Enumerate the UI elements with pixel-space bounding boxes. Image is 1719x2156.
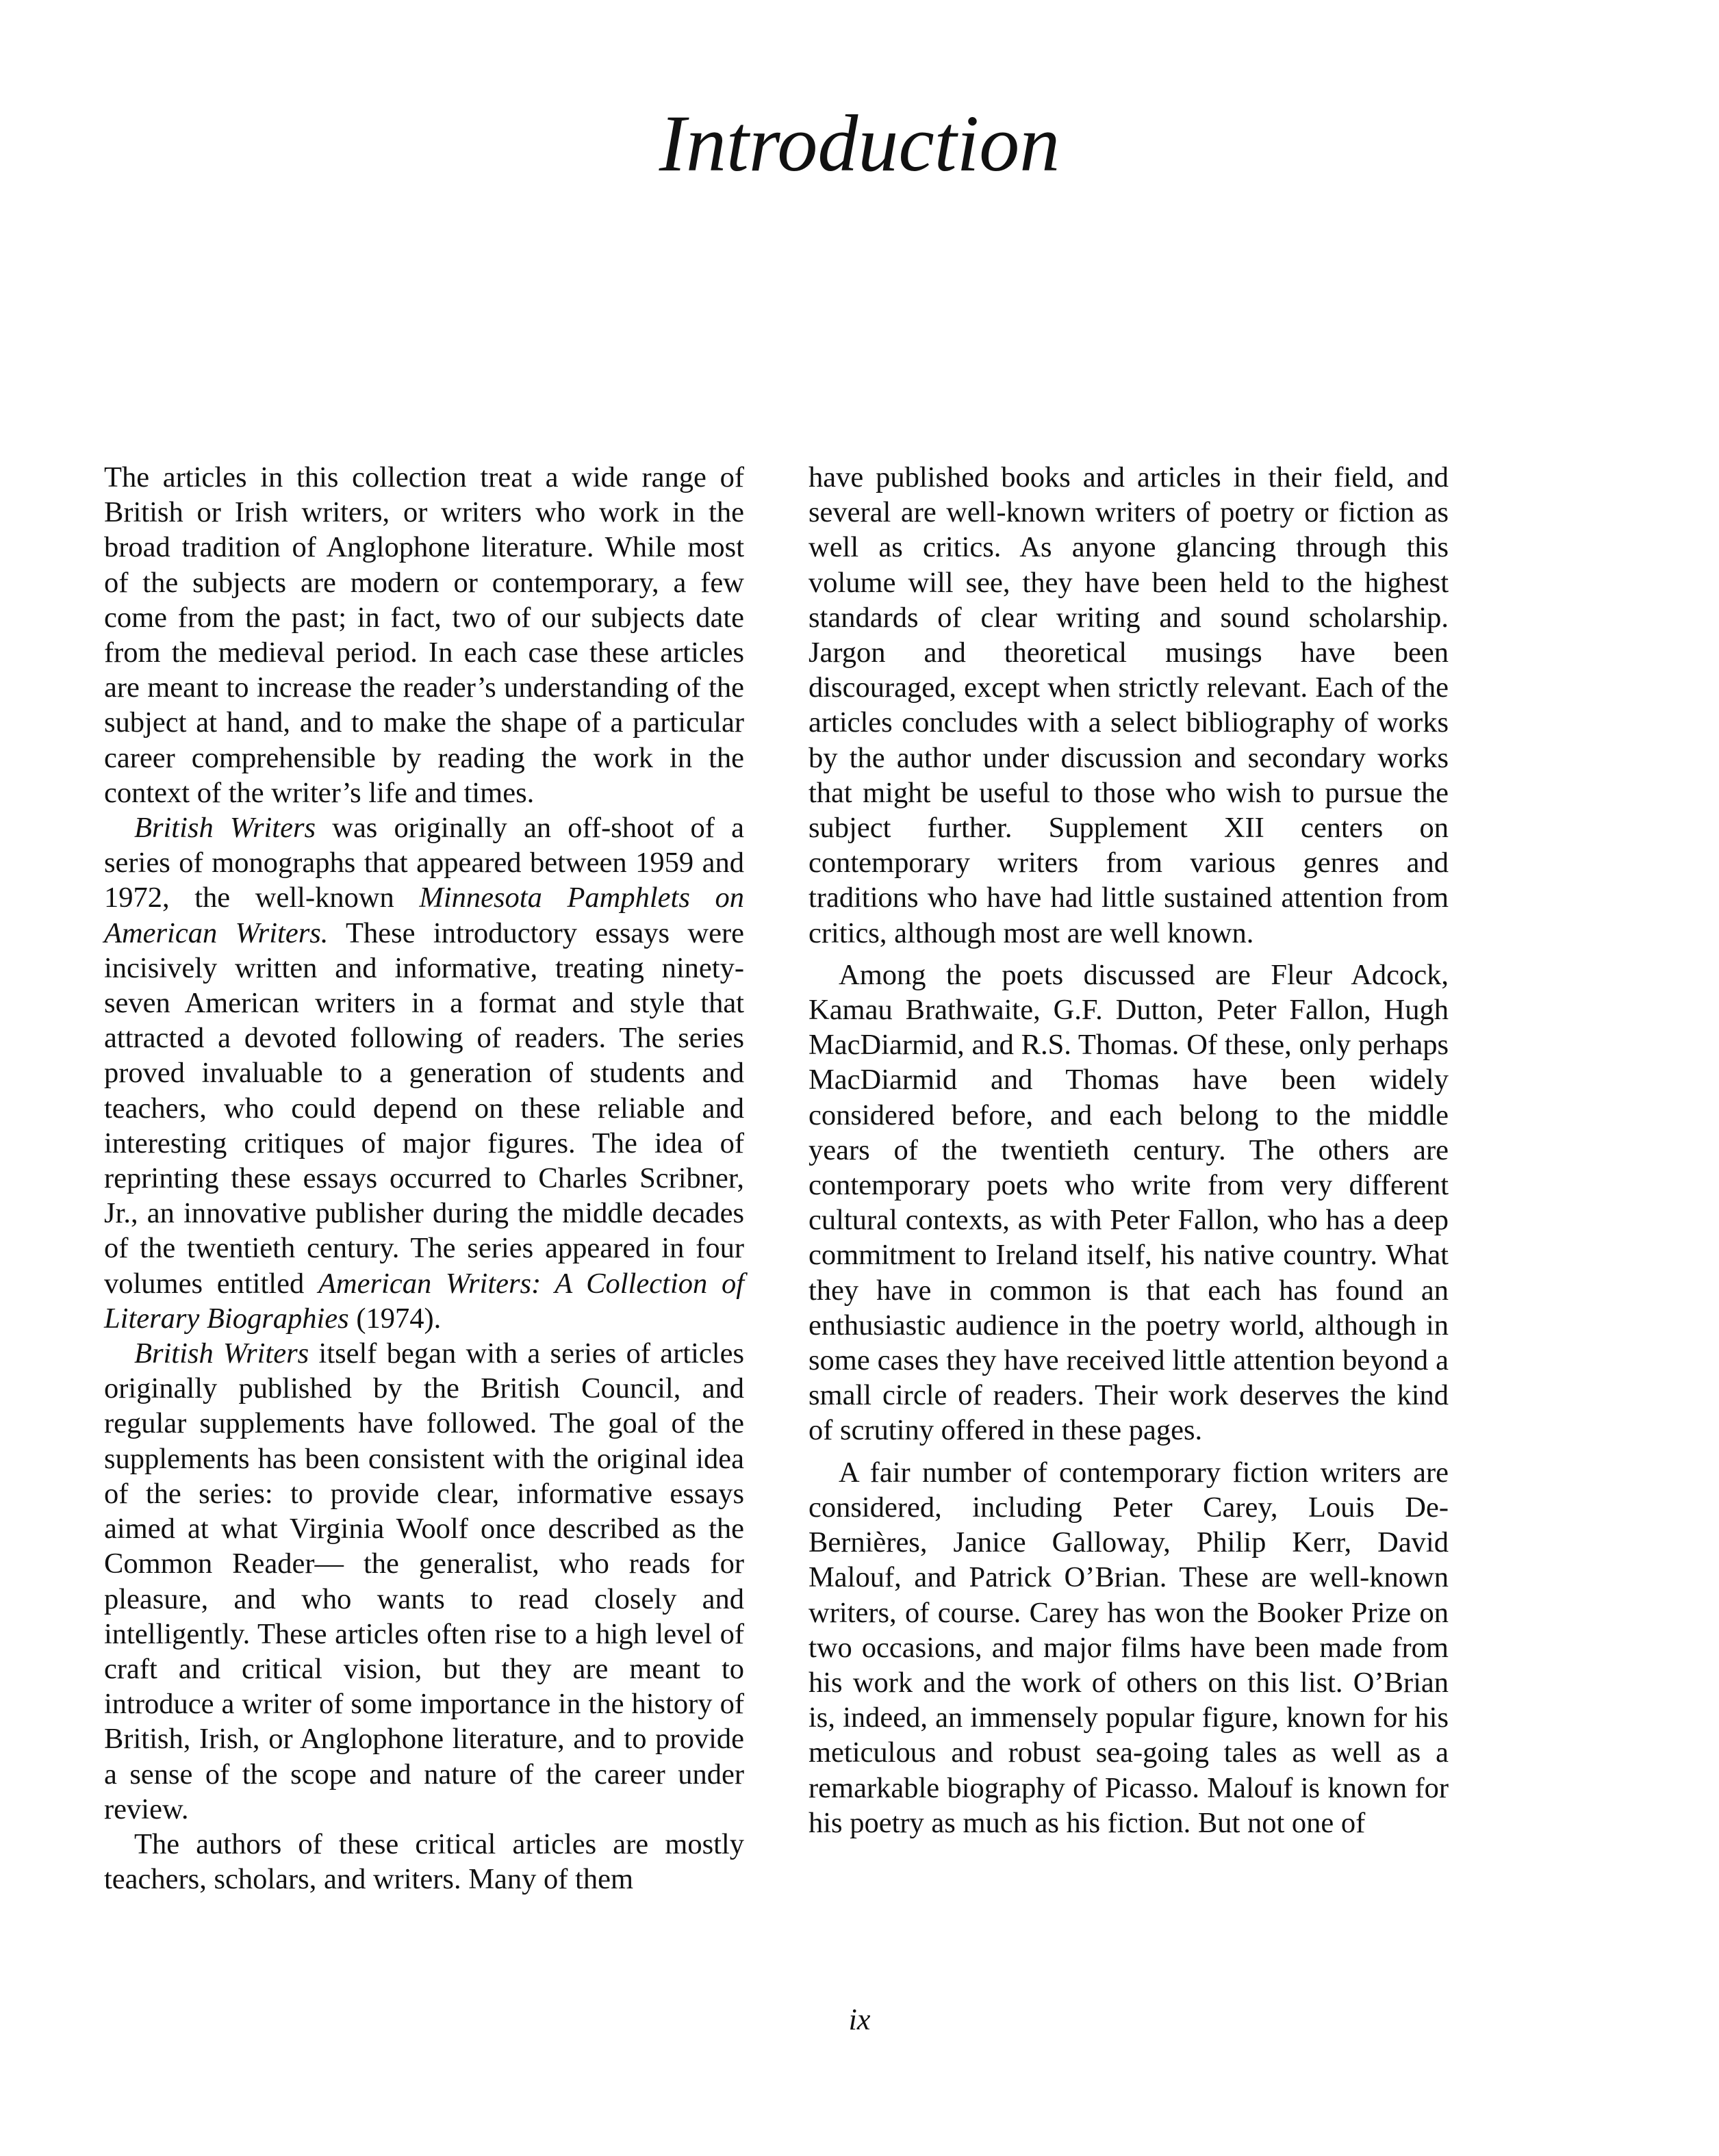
page-title: Introduction <box>659 99 1060 188</box>
paragraph-6: A fair number of contemporary fiction writers are considered, including Peter Carey, Louis De-Bernières, Janice Galloway, Philip Kerr, David Malouf, and Patrick O’Brian. These are well-known writers, of course. Carey has won the Booker Prize on two occasions, and major films have been made from his work and the work of others on this list. O’Brian is, indeed, an immensely popular figure, known for his meticulous and robust sea-going tales as well as a remarkable biography of Picasso. Malouf is known for his poetry as much as his fiction. But not one of <box>808 1456 1449 1839</box>
paragraph-2 <box>104 810 744 1336</box>
right-column <box>808 460 1449 1840</box>
paragraph-3-text: itself began with a series of articles originally published by the British Council, and regular supplements have followed. The goal of the supplements has been consistent with the original idea of the series: to provide clear, informative essays aimed at what Virginia Woolf once described as the Common Reader— the generalist, who reads for pleasure, and who wants to read closely and intelligently. These articles often rise to a high level of craft and critical vision, but they are meant to introduce a writer of some importance in the history of British, Irish, or Anglophone literature, and to provide a sense of the scope and nature of the career under review. <box>104 1337 744 1825</box>
paragraph-4-continued: have published books and articles in their field, and several are well-known writers of poetry or fiction as well as critics. As anyone glancing through this volume will see, they have been held to the highest standards of clear writing and sound scholarship. Jargon and theoretical musings have been discouraged, except when strictly relevant. Each of the articles concludes with a select bibliography of works by the author under discussion and secondary works that might be useful to those who wish to pursue the subject further. Supplement XII centers on contemporary writers from various genres and traditions who have had little sustained attention from critics, although most are well known. <box>808 461 1449 949</box>
page-number: ix <box>848 2003 871 2036</box>
paragraph-2-text-b: These introductory essays were incisively written and informative, treating ninety-seven American writers in a format and style that attracted a devoted following of readers. The series proved invaluable to a generation of students and teachers, who could depend on these reliable and interesting critiques of major figures. The idea of reprinting these essays occurred to Charles Scribner, Jr., an innovative publisher during the middle decades of the twentieth century. The series appeared in four volumes entitled <box>104 916 744 1300</box>
italic-title-american-writers: American Writers: A Collection of Literary Biographies <box>104 1267 745 1335</box>
italic-title-british-writers: British Writers <box>134 812 316 845</box>
paragraph-2-text-a: was originally an off-shoot of a series of monographs that appeared between 1959 and 1972, the well-known <box>104 812 744 914</box>
paragraph-3 <box>104 1336 744 1827</box>
left-column <box>104 460 744 1897</box>
paragraph-2-text-c: (1974). <box>348 1302 442 1335</box>
italic-title-british-writers-2: British Writers <box>134 1337 309 1370</box>
paragraph-1: The articles in this collection treat a wide range of British or Irish writers, or writers who work in the broad tradition of Anglophone literature. While most of the subjects are modern or contemporary, a few come from the past; in fact, two of our subjects date from the medieval period. In each case these articles are meant to increase the reader’s understanding of the subject at hand, and to make the shape of a particular career comprehensible by reading the work in the context of the writer’s life and times. <box>104 461 744 809</box>
paragraph-5: Among the poets discussed are Fleur Adcock, Kamau Brathwaite, G.F. Dutton, Peter Fallon, Hugh MacDiarmid, and R.S. Thomas. Of these, only perhaps MacDiarmid and Thomas have been widely considered before, and each belong to the middle years of the twentieth century. The others are contemporary poets who write from very different cultural contexts, as with Peter Fallon, who has a deep commitment to Ireland itself, his native country. What they have in common is that each has found an enthusiastic audience in the poetry world, although in some cases they have received little attention beyond a small circle of readers. Their work deserves the kind of scrutiny offered in these pages. <box>808 958 1449 1447</box>
italic-title-minnesota-pamphlets: Minnesota Pamphlets on American Writers. <box>104 882 744 949</box>
paragraph-4: The authors of these critical articles are mostly teachers, scholars, and writers. Many of them <box>104 1827 744 1896</box>
